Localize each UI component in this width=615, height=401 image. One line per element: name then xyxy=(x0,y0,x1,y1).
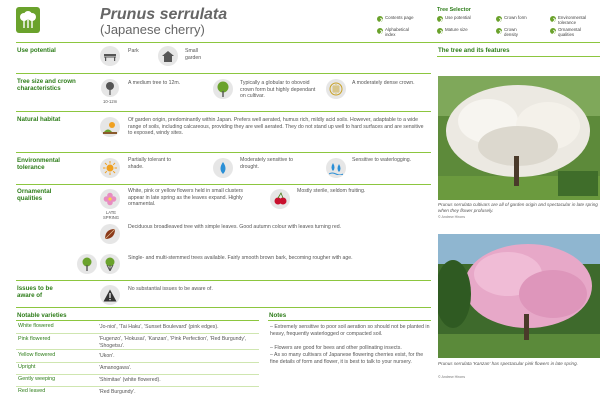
row-divider xyxy=(16,362,259,363)
photo-credit: © Andrew Hirons xyxy=(438,215,466,219)
waterlogging-icon xyxy=(326,158,346,178)
notes-title: Notes xyxy=(269,312,287,319)
flower-icon xyxy=(100,189,120,209)
tree-size-icon xyxy=(101,79,119,97)
variety-name: Upright xyxy=(18,364,36,370)
check-icon xyxy=(550,16,556,22)
ornamental-label: Ornamental qualities xyxy=(17,188,52,203)
note-item: – Flowers are good for bees and other pollinating insects. xyxy=(270,345,402,351)
photo-pink-cherry xyxy=(438,234,600,358)
crown-density-icon xyxy=(326,79,346,99)
flowers-text: White, pink or yellow flowers held in small clusters appear in late spring as the leaves expand. Highly ornamental. xyxy=(128,188,244,207)
contents-page-link[interactable]: Contents page xyxy=(385,15,414,20)
check-icon xyxy=(377,28,383,34)
row-divider xyxy=(16,386,259,387)
variety-value: 'Jo-nioi', 'Tai Haku', 'Sunset Boulevard' (pink edges). xyxy=(99,324,219,330)
section-divider xyxy=(16,280,431,281)
tree-selector-title: Tree Selector xyxy=(437,7,471,13)
variety-name: Yellow flowered xyxy=(18,352,56,358)
page-subtitle: (Japanese cherry) xyxy=(100,22,205,37)
photo-caption: Prunus serrulata 'Kanzan' has spectacular pink flowers in late spring. xyxy=(438,361,578,366)
flower-season-caption: LATE SPRING xyxy=(103,210,120,221)
section-divider xyxy=(16,184,431,185)
use-small-garden-text: Small garden xyxy=(185,48,202,61)
varieties-title: Notable varieties xyxy=(17,312,67,319)
section-divider xyxy=(16,111,431,112)
variety-name: White flowered xyxy=(18,323,54,329)
leaf-icon xyxy=(100,224,120,244)
note-item: – Extremely sensitive to poor soil aeration so should not be planted in heavy, frequently waterlogged or compacted soil. xyxy=(270,324,430,337)
crown-form-text: Typically a globular to obovoid crown form but highly dependant on cultivar. xyxy=(240,80,316,99)
varieties-title-rule xyxy=(16,320,259,321)
issues-text: No substantial issues to be aware of. xyxy=(128,286,213,292)
row-divider xyxy=(16,349,259,350)
selector-mature-size[interactable]: Mature size xyxy=(445,27,468,32)
bark-text: Single- and multi-stemmed trees available. Fairly smooth brown bark, becoming rougher with age. xyxy=(128,255,353,261)
page-title: Prunus serrulata xyxy=(100,6,228,23)
park-bench-icon xyxy=(100,46,120,66)
variety-value: 'Red Burgundy'. xyxy=(99,389,136,395)
waterlogging-text: Sensitive to waterlogging. xyxy=(352,157,412,163)
section-divider xyxy=(16,152,431,153)
row-divider xyxy=(16,374,259,375)
tree-size-text: A medium tree to 12m. xyxy=(128,80,181,86)
selector-use-potential[interactable]: Use potential xyxy=(445,15,471,20)
section-divider xyxy=(16,307,431,308)
section-divider xyxy=(16,73,431,74)
drought-text: Moderately sensitive to drought. xyxy=(240,157,294,170)
multi-stem-icon xyxy=(100,254,120,274)
use-park-text: Park xyxy=(128,48,139,54)
selector-crown-density[interactable]: Crown density xyxy=(504,27,518,38)
issues-label: Issues to be aware of xyxy=(17,285,53,300)
variety-value: 'Ukon'. xyxy=(99,353,115,359)
single-stem-icon xyxy=(77,254,97,274)
photo-white-cherry xyxy=(438,76,600,200)
check-icon xyxy=(550,28,556,34)
fruit-text: Mostly sterile, seldom fruiting. xyxy=(297,188,366,194)
habitat-icon xyxy=(100,117,120,137)
tree-logo-icon xyxy=(16,7,40,33)
variety-value: 'Amanogawa'. xyxy=(99,365,132,371)
variety-name: Pink flowered xyxy=(18,336,51,342)
selector-crown-form[interactable]: Crown form xyxy=(504,15,527,20)
row-divider xyxy=(16,333,259,334)
check-icon xyxy=(437,16,443,22)
variety-name: Gently weeping xyxy=(18,376,56,382)
habitat-label: Natural habitat xyxy=(17,116,61,123)
notes-title-rule xyxy=(268,320,431,321)
crown-form-icon xyxy=(213,79,233,99)
habitat-text: Of garden origin, predominantly within Japan. Prefers well aerated, humus rich, mildly acid soils. However, adaptable to a wide range of soils, including calcareous, providing they are well aerated. They do not stand up well to hard surfaces and are sensitive to exposed, windy sites. xyxy=(128,117,424,136)
check-icon xyxy=(377,16,383,22)
photos-title: The tree and its features xyxy=(438,47,510,54)
check-icon xyxy=(496,28,502,34)
shade-icon xyxy=(100,158,120,178)
selector-ornamental-qualities[interactable]: Ornamental qualities xyxy=(558,27,581,38)
warning-icon xyxy=(100,285,120,305)
tree-size-label: Tree size and crown characteristics xyxy=(17,78,76,93)
check-icon xyxy=(437,28,443,34)
house-icon xyxy=(158,46,178,66)
brand-logo xyxy=(16,7,40,33)
photos-title-rule xyxy=(437,56,600,57)
leaves-text: Deciduous broadleaved tree with simple leaves. Good autumn colour with leaves turning red. xyxy=(128,224,342,230)
photo-credit: © Andrew Hirons xyxy=(438,375,466,379)
photo-caption: Prunus serrulata cultivars are all of garden origin and spectacular in late spring when they flower profusely. xyxy=(438,202,598,213)
note-item: – As so many cultivars of Japanese flowering cherries exist, for the fine details of form and flower, it is best to talk to your nursery. xyxy=(270,352,424,365)
crown-density-text: A moderately dense crown. xyxy=(352,80,415,86)
check-icon xyxy=(496,16,502,22)
variety-value: 'Fugenzo', 'Hokusai', 'Kanzan', 'Pink Perfection', 'Red Burgundy', 'Shogetsu'. xyxy=(99,336,247,349)
drought-icon xyxy=(213,158,233,178)
alphabetical-index-link[interactable]: Alphabetical index xyxy=(385,27,409,38)
variety-name: Red leaved xyxy=(18,388,46,394)
tree-size-caption: 10-12m xyxy=(103,99,118,104)
variety-value: 'Shimitae' (white flowered). xyxy=(99,377,161,383)
header-divider xyxy=(16,42,600,43)
shade-text: Partially tolerant to shade. xyxy=(128,157,171,170)
fruit-icon xyxy=(270,189,290,209)
use-potential-label: Use potential xyxy=(17,47,56,54)
selector-environmental-tolerance[interactable]: Environmental tolerance xyxy=(558,15,587,26)
environment-label: Environmental tolerance xyxy=(17,157,60,172)
